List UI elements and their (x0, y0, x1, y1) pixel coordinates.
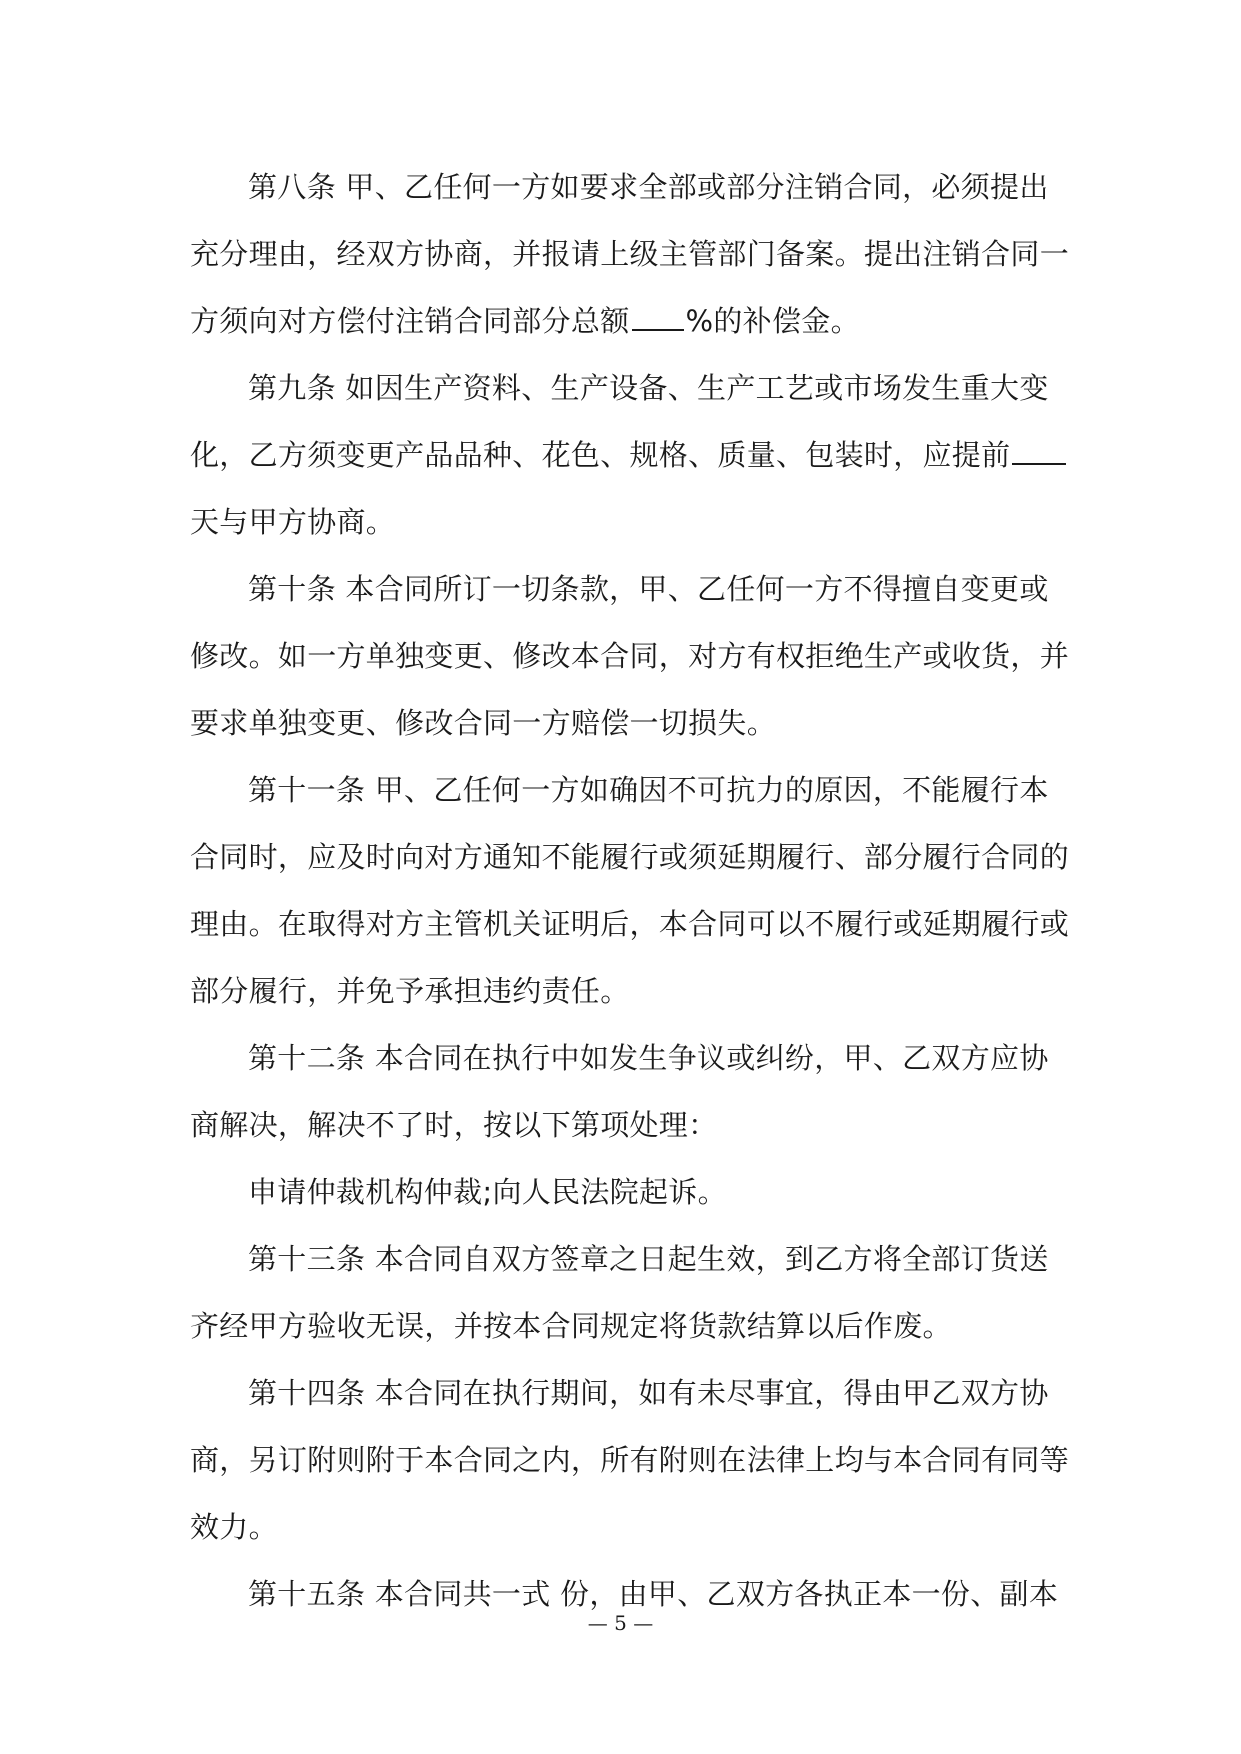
article-8-line-3 (190, 288, 1060, 355)
page-number: — 5 — (587, 1611, 654, 1635)
article-11-line-4: 部分履行，并免予承担违约责任。 (190, 974, 630, 1008)
article-8-line-1: 第八条 甲、乙任何一方如要求全部或部分注销合同，必须提出 (248, 170, 1049, 204)
contract-body (190, 154, 1070, 1628)
article-12-line-1: 第十二条 本合同在执行中如发生争议或纠纷，甲、乙双方应协 (248, 1041, 1049, 1075)
article-11-line-3: 理由。在取得对方主管机关证明后，本合同可以不履行或延期履行或 (190, 907, 1070, 941)
article-13-line-2: 齐经甲方验收无误，并按本合同规定将货款结算以后作废。 (190, 1309, 952, 1343)
article-12-line-2: 商解决，解决不了时，按以下第项处理： (190, 1108, 718, 1142)
article-9-line-2-text: 化，乙方须变更产品品种、花色、规格、质量、包装时，应提前 (190, 438, 1011, 472)
article-11-line-2: 合同时，应及时向对方通知不能履行或须延期履行、部分履行合同的 (190, 840, 1070, 874)
article-8-line-3-tail: %的补偿金。 (685, 304, 860, 338)
article-10-line-1: 第十条 本合同所订一切条款，甲、乙任何一方不得擅自变更或 (248, 572, 1049, 606)
article-14-line-3: 效力。 (190, 1510, 278, 1544)
article-10-line-3: 要求单独变更、修改合同一方赔偿一切损失。 (190, 706, 777, 740)
article-9-line-2 (190, 422, 1060, 489)
article-11-line-1: 第十一条 甲、乙任何一方如确因不可抗力的原因，不能履行本 (248, 773, 1049, 807)
article-14-line-1: 第十四条 本合同在执行期间，如有未尽事宜，得由甲乙双方协 (248, 1376, 1049, 1410)
article-8-line-2: 充分理由，经双方协商，并报请上级主管部门备案。提出注销合同一 (190, 237, 1070, 271)
article-9-line-3: 天与甲方协商。 (190, 505, 396, 539)
dispute-options-line: 申请仲裁机构仲裁;向人民法院起诉。 (248, 1175, 727, 1209)
article-9-line-1: 第九条 如因生产资料、生产设备、生产工艺或市场发生重大变 (248, 371, 1049, 405)
days-blank (1012, 433, 1066, 465)
article-13-line-1: 第十三条 本合同自双方签章之日起生效，到乙方将全部订货送 (248, 1242, 1049, 1276)
article-14-line-2: 商，另订附则附于本合同之内，所有附则在法律上均与本合同有同等 (190, 1443, 1070, 1477)
percent-blank (632, 299, 684, 331)
article-10-line-2: 修改。如一方单独变更、修改本合同，对方有权拒绝生产或收货，并 (190, 639, 1070, 673)
article-15-line-1: 第十五条 本合同共一式 份，由甲、乙双方各执正本一份、副本 (248, 1577, 1059, 1611)
article-8-line-3-text: 方须向对方偿付注销合同部分总额 (190, 304, 630, 338)
